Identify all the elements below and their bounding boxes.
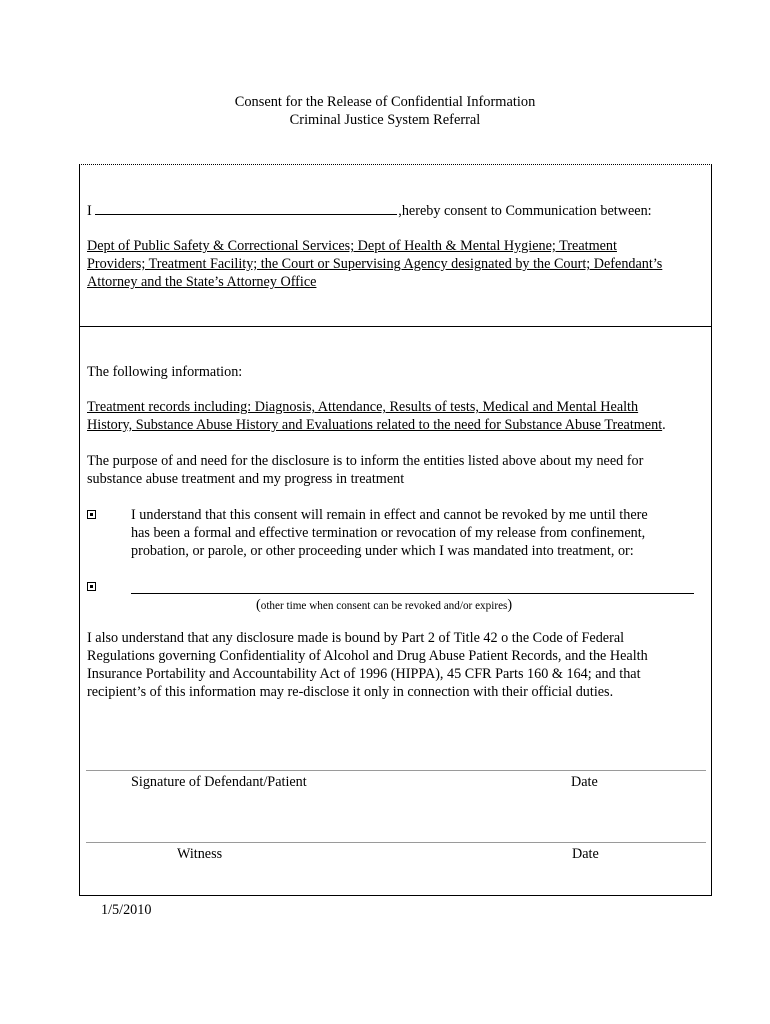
option-1-line-3: probation, or parole, or other proceeding under which I was mandated into treatment, or:: [131, 543, 634, 559]
section-divider: [79, 326, 712, 327]
purpose-line-1: The purpose of and need for the disclosure is to inform the entities listed above about my need for: [87, 453, 644, 469]
witness-signature-line[interactable]: [86, 842, 706, 843]
form-subtitle: Criminal Justice System Referral: [289, 112, 481, 128]
parties-line-3: Attorney and the State’s Attorney Office: [87, 274, 317, 290]
disclosure-line-2: Regulations governing Confidentiality of Alcohol and Drug Abuse Patient Records, and the Health: [87, 648, 648, 664]
consent-statement: [87, 201, 652, 220]
option-2-checkbox-icon[interactable]: [87, 582, 96, 591]
consent-suffix: ,hereby consent to Communication between:: [398, 203, 652, 219]
option-1-line-2: has been a formal and effective termination or revocation of my release from confinement,: [131, 525, 646, 541]
other-time-caption: (other time when consent can be revoked and/or expires): [256, 597, 513, 613]
form-title: Consent for the Release of Confidential Information: [234, 94, 536, 110]
witness-label: Witness: [177, 846, 223, 862]
option-1-checkbox-icon[interactable]: [87, 510, 96, 519]
name-blank-field[interactable]: [95, 201, 397, 215]
defendant-signature-line[interactable]: [86, 770, 706, 771]
consent-prefix: I: [87, 203, 92, 219]
information-heading: The following information:: [87, 364, 243, 380]
records-period: .: [662, 417, 666, 433]
records-line-1: Treatment records including: Diagnosis, Attendance, Results of tests, Medical and Mental Health: [87, 399, 639, 415]
parties-line-2: Providers; Treatment Facility; the Court or Supervising Agency designated by the Court; Defendant’s: [87, 256, 663, 272]
disclosure-line-3: Insurance Portability and Accountability Act of 1996 (HIPPA), 45 CFR Parts 160 & 164; and that: [87, 666, 641, 682]
disclosure-line-4: recipient’s of this information may re-disclose it only in connection with their official duties.: [87, 684, 614, 700]
records-line-2: History, Substance Abuse History and Evaluations related to the need for Substance Abuse Treatment: [87, 417, 663, 433]
option-1-line-1: I understand that this consent will remain in effect and cannot be revoked by me until there: [131, 507, 648, 523]
witness-date-label: Date: [572, 846, 599, 862]
defendant-signature-label: Signature of Defendant/Patient: [131, 774, 307, 790]
defendant-date-label: Date: [571, 774, 598, 790]
records-line-2-wrap: [87, 416, 666, 434]
disclosure-line-1: I also understand that any disclosure made is bound by Part 2 of Title 42 o the Code of Federal: [87, 630, 625, 646]
form-revision-date: 1/5/2010: [101, 902, 152, 918]
parties-line-1: Dept of Public Safety & Correctional Services; Dept of Health & Mental Hygiene; Treatment: [87, 238, 617, 254]
other-time-blank-field[interactable]: [131, 593, 694, 594]
purpose-line-2: substance abuse treatment and my progress in treatment: [87, 471, 405, 487]
